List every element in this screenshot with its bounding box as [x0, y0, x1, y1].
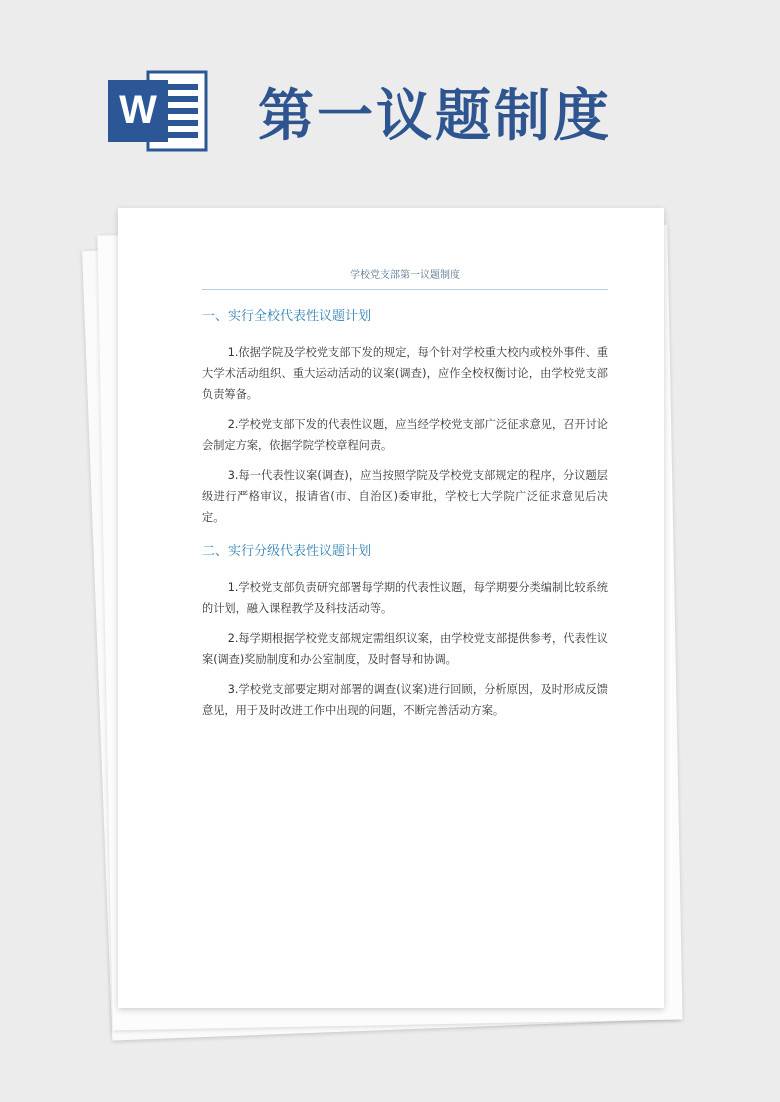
- paragraph: 1.学校党支部负责研究部署每学期的代表性议题，每学期要分类编制比较系统的计划，融入课程教学及科技活动等。: [202, 581, 608, 615]
- paragraph: 2.学校党支部下发的代表性议题，应当经学校党支部广泛征求意见，召开讨论会制定方案，依据学院学校章程问责。: [202, 418, 608, 452]
- section-heading: 一、实行全校代表性议题计划: [202, 309, 372, 324]
- banner-title: 第一议题制度: [258, 83, 612, 149]
- document-body: [202, 306, 608, 730]
- paragraph: 1.依据学院及学校党支部下发的规定，每个针对学校重大校内或校外事件、重大学术活动组织、重大运动活动的议案(调查)，应作全校权衡讨论，由学校党支部负责筹备。: [202, 346, 608, 401]
- paragraph: 3.学校党支部要定期对部署的调查(议案)进行回顾，分析原因，及时形成反馈意见，用于及时改进工作中出现的问题，不断完善活动方案。: [202, 683, 608, 717]
- page-header: 学校党支部第一议题制度: [202, 266, 608, 290]
- paragraph: 2.每学期根据学校党支部规定需组织议案，由学校党支部提供参考，代表性议案(调查)奖励制度和办公室制度，及时督导和协调。: [202, 632, 608, 666]
- word-logo-letter: W: [119, 88, 157, 132]
- word-logo-icon: [108, 68, 208, 154]
- section-heading: 二、实行分级代表性议题计划: [202, 544, 372, 559]
- paragraph: 3.每一代表性议案(调查)，应当按照学院及学校党支部规定的程序，分议题层级进行严格审议，报请省(市、自治区)委审批，学校七大学院广泛征求意见后决定。: [202, 469, 608, 524]
- document-page: [118, 208, 664, 1008]
